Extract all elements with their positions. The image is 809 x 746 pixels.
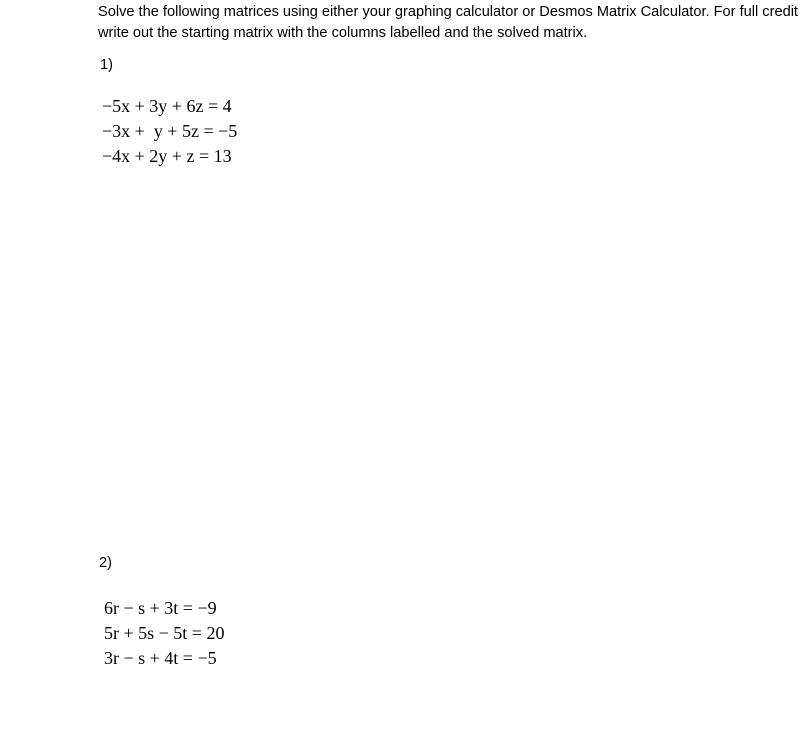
problem-2-equation-1: 6r − s + 3t = −9 — [104, 598, 217, 618]
problem-2-number: 2) — [99, 555, 112, 571]
problem-1-equation-2: −3x + y + 5z = −5 — [102, 121, 238, 141]
problem-1-equation-3: −4x + 2y + z = 13 — [102, 146, 232, 166]
problem-2-equation-2: 5r + 5s − 5t = 20 — [104, 623, 225, 643]
instructions-text: Solve the following matrices using either your graphing calculator or Desmos Matrix Calculator. For full credit write out the starting matrix with the columns labelled and the solved matrix. — [98, 4, 798, 41]
problem-2-equation-3: 3r − s + 4t = −5 — [104, 648, 217, 668]
problem-1-number: 1) — [100, 57, 113, 73]
problem-2-equation-system — [104, 596, 224, 671]
problem-1-equation-1: −5x + 3y + 6z = 4 — [102, 96, 232, 116]
problem-1-equation-system — [102, 94, 237, 169]
